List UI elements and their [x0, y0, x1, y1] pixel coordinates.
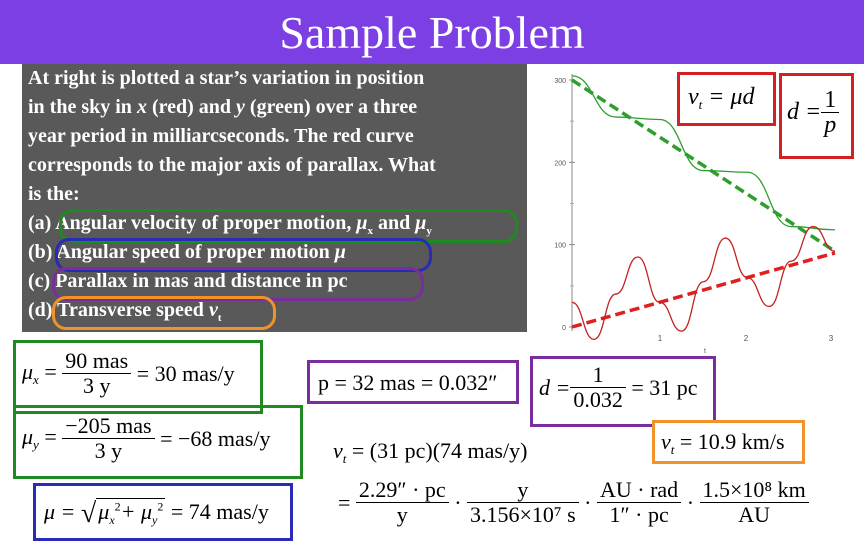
- result: = −68 mas/y: [160, 425, 271, 451]
- series-line-3: [572, 253, 835, 327]
- fraction: [356, 478, 449, 527]
- subscript: x: [109, 513, 115, 527]
- v-symbol: v: [208, 299, 218, 321]
- fraction: [570, 363, 626, 412]
- mu-y-box: [13, 405, 303, 479]
- text-segment: and: [372, 212, 416, 234]
- mu-y-equation: $\mu_y$ = $\frac{\text{−205 mas}}{3 y}$ = −68 mas/y: [22, 413, 271, 463]
- dot-operator: ·: [584, 489, 592, 515]
- y-tick-label: 100: [554, 242, 566, 250]
- question-label: (c): [28, 270, 51, 292]
- fraction: [467, 478, 579, 527]
- x-axis-label: t: [704, 348, 706, 354]
- distance-calc-equation: [539, 363, 698, 412]
- problem-line-5: is the:: [28, 183, 80, 205]
- fraction: [700, 478, 809, 527]
- y-symbol: y: [236, 96, 245, 118]
- question-label: (a): [28, 212, 52, 234]
- parallax-box: [307, 360, 519, 404]
- question-text: Transverse speed: [57, 299, 209, 321]
- y-tick-label: 200: [554, 160, 566, 168]
- subscript: t: [342, 451, 347, 466]
- denominator: AU: [738, 502, 770, 527]
- mu-symbol: μ: [356, 212, 368, 234]
- formula-lhs: d =: [787, 99, 822, 125]
- subscript: y: [33, 437, 39, 452]
- mu-x-box: [13, 340, 263, 414]
- result: = 10.9 km/s: [679, 429, 785, 454]
- problem-line-1: At right is plotted a star’s variation in position: [28, 67, 425, 89]
- denominator: p: [824, 112, 837, 138]
- subscript: x: [367, 225, 373, 237]
- vt-result-box: [652, 420, 805, 464]
- denominator: 3.156×10⁷ s: [470, 502, 576, 527]
- distance-formula-box: [779, 73, 854, 159]
- distance-formula: [787, 88, 839, 137]
- problem-line-2: [28, 93, 417, 122]
- subscript: x: [33, 372, 39, 387]
- denominator: 0.032: [573, 387, 623, 412]
- formula-lhs: μ =: [44, 499, 81, 524]
- vt-calc-rhs: = (31 pc)(74 mas/y): [346, 438, 528, 463]
- vt-calc-line: [333, 438, 527, 467]
- superscript: 2: [114, 499, 121, 514]
- numerator: 1.5×10⁸ km: [700, 478, 809, 503]
- mu-symbol: μ: [22, 424, 34, 449]
- mu-total-equation: [44, 498, 269, 530]
- sqrt-symbol: √: [80, 498, 97, 529]
- orange-highlight-ring: [52, 296, 276, 330]
- fraction: [62, 414, 154, 463]
- vt-formula-box: [677, 72, 776, 126]
- x-tick-label: 1: [657, 334, 663, 343]
- fraction: [597, 478, 681, 527]
- mu-x-equation: $\mu_x$ = $\frac{\text{90 mas}}{3 y}$ = 30 mas/y: [22, 348, 235, 398]
- y-tick-label: 300: [554, 78, 566, 85]
- v-symbol: v: [661, 429, 671, 454]
- result: = 74 mas/y: [165, 499, 269, 524]
- fraction: [62, 349, 131, 398]
- text-segment: (green) over a three: [244, 96, 418, 118]
- problem-line-3: year period in milliarcseconds. The red curve: [28, 125, 414, 147]
- result: = 30 mas/y: [136, 360, 235, 386]
- series-line-4: [572, 227, 835, 340]
- question-text: Parallax in mas and distance in pc: [55, 270, 348, 292]
- denominator: y: [396, 502, 408, 527]
- formula-lhs: d =: [539, 374, 571, 400]
- subscript: t: [670, 442, 675, 457]
- denominator: 3 y: [94, 438, 123, 463]
- dot-operator: ·: [454, 489, 462, 515]
- vt-formula: [688, 84, 755, 113]
- formula-rhs: = μd: [702, 84, 755, 110]
- subscript: t: [698, 97, 703, 112]
- equals-sign: =: [338, 489, 351, 515]
- fraction: [821, 88, 839, 137]
- result: = 31 pc: [631, 374, 698, 400]
- denominator: 3 y: [82, 373, 111, 398]
- text-segment: (red) and: [146, 96, 237, 118]
- numerator: 90 mas: [62, 349, 131, 374]
- slide-title: Sample Problem: [279, 7, 585, 58]
- unit-conversion-line: [338, 478, 809, 527]
- denominator: 1″ · pc: [609, 502, 669, 527]
- mu-symbol: μ: [22, 359, 34, 384]
- mu-total-box: [33, 483, 293, 541]
- subscript: t: [217, 312, 222, 324]
- mu-symbol: + μ: [120, 499, 153, 524]
- numerator: y: [467, 478, 579, 503]
- mu-symbol: μ: [415, 212, 427, 234]
- problem-line-4: corresponds to the major axis of parallax. What: [28, 154, 436, 176]
- question-label: (d): [28, 299, 53, 321]
- x-tick-label: 2: [743, 334, 749, 343]
- mu-symbol: μ: [334, 241, 346, 263]
- question-text: Angular speed of proper motion: [56, 241, 335, 263]
- text-segment: in the sky in: [28, 96, 137, 118]
- numerator: 1: [570, 363, 626, 388]
- distance-calc-box: [530, 356, 716, 427]
- superscript: 2: [157, 499, 164, 514]
- vt-result-equation: [661, 429, 785, 458]
- numerator: AU · rad: [597, 478, 681, 503]
- x-tick-label: 3: [828, 334, 834, 343]
- subscript: y: [426, 225, 432, 237]
- numerator: −205 mas: [62, 414, 154, 439]
- y-tick-label: 0: [562, 325, 566, 332]
- question-text: Angular velocity of proper motion,: [55, 212, 357, 234]
- numerator: 1: [821, 88, 839, 113]
- question-label: (b): [28, 241, 53, 263]
- subscript: y: [152, 513, 158, 527]
- dot-operator: ·: [686, 489, 695, 515]
- x-symbol: x: [136, 96, 147, 118]
- mu-symbol: μ: [98, 499, 110, 524]
- parallax-equation: p = 32 mas = 0.032″: [318, 370, 498, 395]
- numerator: 2.29″ · pc: [356, 478, 449, 503]
- v-symbol: v: [688, 84, 699, 110]
- v-symbol: v: [333, 438, 343, 463]
